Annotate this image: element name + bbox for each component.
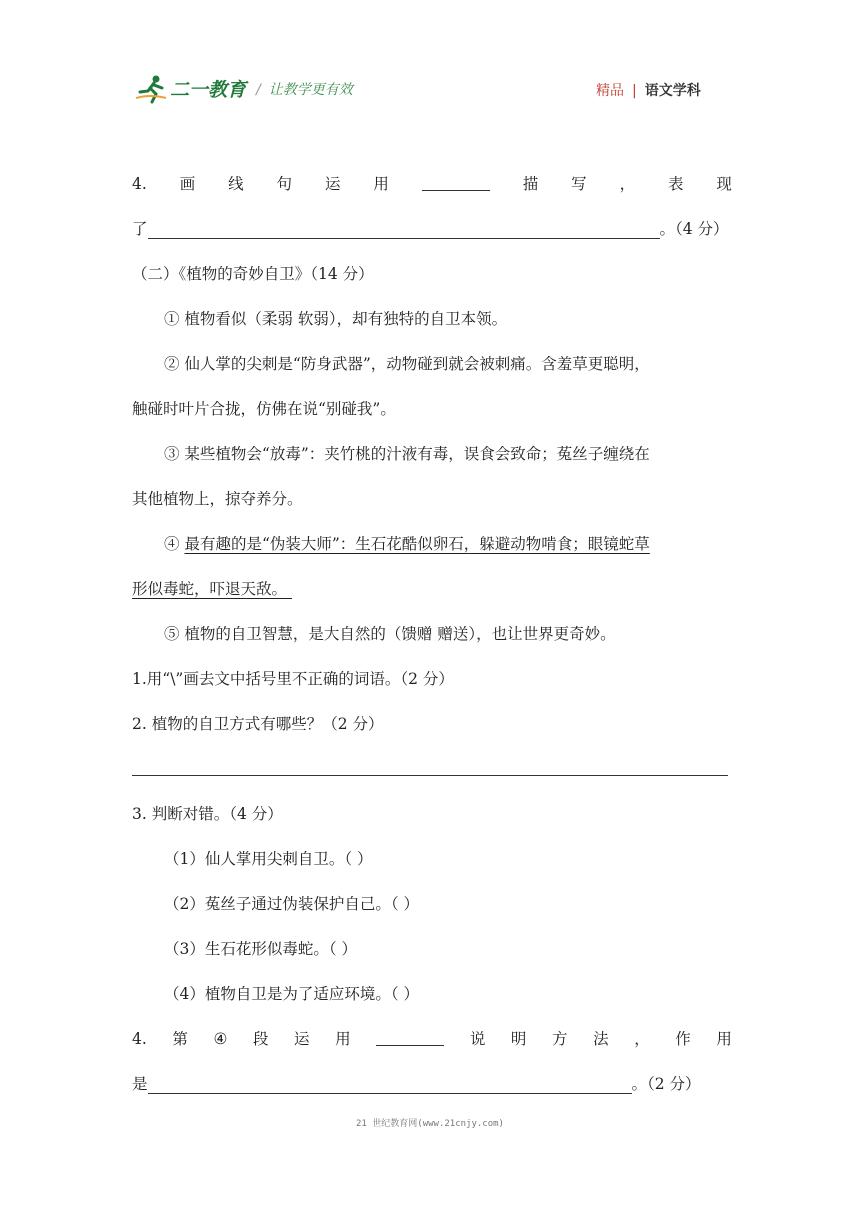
q4-line2-start: 是 bbox=[132, 1075, 148, 1093]
paragraph-1: ① 植物看似（柔弱 软弱），却有独特的自卫本领。 bbox=[164, 310, 508, 328]
slogan bbox=[256, 79, 353, 99]
q4-word: 运 bbox=[294, 1030, 310, 1048]
prev-q4-word: 句 bbox=[276, 175, 293, 193]
section-title: （二）《植物的奇妙自卫》（14 分） bbox=[132, 265, 374, 283]
prev-q4-word: ， bbox=[619, 175, 636, 193]
answer-blank[interactable] bbox=[376, 1029, 444, 1046]
question-4-line2 bbox=[132, 1074, 701, 1094]
q4-score: 。（2 分） bbox=[631, 1075, 701, 1093]
prev-q4-word: 4. bbox=[132, 175, 147, 193]
header-tags bbox=[596, 80, 701, 100]
answer-line[interactable] bbox=[132, 775, 728, 776]
underline-tail bbox=[287, 579, 315, 599]
paragraph-3-line2: 其他植物上，掠夺养分。 bbox=[132, 490, 303, 508]
brand-logo bbox=[136, 74, 246, 104]
logo-text: 二一教育 bbox=[170, 79, 247, 101]
tag-divider: | bbox=[632, 83, 637, 99]
prev-q4-word: 运 bbox=[324, 175, 341, 193]
prev-q4-line2 bbox=[132, 219, 729, 239]
prev-q4-line1 bbox=[132, 174, 732, 194]
judge-item-1[interactable]: （1）仙人掌用尖刺自卫。（ ） bbox=[164, 850, 373, 868]
prev-q4-score: 。（4 分） bbox=[659, 220, 729, 238]
paragraph-2-line1: ② 仙人掌的尖刺是“防身武器”，动物碰到就会被刺痛。含羞草更聪明， bbox=[164, 355, 650, 373]
quality-tag: 精品 bbox=[596, 83, 624, 99]
q4-word: 段 bbox=[252, 1030, 269, 1048]
q4-word: 用 bbox=[335, 1030, 351, 1048]
prev-q4-word: 表 bbox=[667, 175, 684, 193]
judge-item-3[interactable]: （3）生石花形似毒蛇。（ ） bbox=[164, 940, 358, 958]
underlined-sentence: 最有趣的是“伪装大师”：生石花酷似卵石，躲避动物啃食；眼镜蛇草 bbox=[184, 535, 650, 553]
prev-q4-word: 用 bbox=[373, 175, 389, 193]
q4-word: 4. bbox=[132, 1030, 147, 1048]
q4-word: 说 bbox=[469, 1030, 486, 1048]
answer-blank[interactable] bbox=[422, 174, 490, 191]
footer: 21 世纪教育网(www.21cnjy.com) bbox=[356, 1119, 504, 1129]
underlined-sentence: 形似毒蛇，吓退天敌。 bbox=[132, 580, 288, 598]
slash-divider: / bbox=[256, 82, 261, 98]
q4-word: 第 bbox=[172, 1030, 188, 1048]
paragraph-4-line1 bbox=[164, 534, 650, 554]
prev-q4-word: 画 bbox=[179, 175, 196, 193]
q4-word: 作 bbox=[675, 1030, 691, 1048]
q4-word: 方 bbox=[552, 1030, 568, 1048]
question-4-line1 bbox=[132, 1029, 732, 1049]
q4-word: 法 bbox=[593, 1030, 609, 1048]
judge-item-4[interactable]: （4）植物自卫是为了适应环境。（ ） bbox=[164, 985, 420, 1003]
prev-q4-word: 现 bbox=[716, 175, 732, 193]
paragraph-5: ⑤ 植物的自卫智慧，是大自然的（馈赠 赠送），也让世界更奇妙。 bbox=[164, 625, 616, 643]
prev-q4-word: 写 bbox=[571, 175, 587, 193]
slogan-text: 让教学更有效 bbox=[268, 82, 353, 98]
prev-q4-line2-start: 了 bbox=[132, 220, 148, 238]
paragraph-number: ④ bbox=[164, 535, 185, 553]
prev-q4-word: 线 bbox=[228, 175, 244, 193]
q4-word: ④ bbox=[213, 1030, 228, 1048]
q4-word: 用 bbox=[716, 1030, 732, 1048]
prev-q4-word: 描 bbox=[522, 175, 539, 193]
question-2: 2. 植物的自卫方式有哪些？（2 分） bbox=[132, 715, 384, 733]
paragraph-4-line2 bbox=[132, 579, 315, 599]
answer-blank-long[interactable] bbox=[148, 222, 660, 239]
judge-item-2[interactable]: （2）菟丝子通过伪装保护自己。（ ） bbox=[164, 895, 420, 913]
answer-blank-long[interactable] bbox=[148, 1077, 632, 1094]
question-1: 1.用“\”画去文中括号里不正确的词语。（2 分） bbox=[132, 670, 454, 688]
paragraph-2-line2: 触碰时叶片合拢，仿佛在说“别碰我”。 bbox=[132, 400, 396, 418]
subject-tag: 语文学科 bbox=[644, 83, 701, 99]
runner-logo-icon bbox=[136, 74, 170, 104]
paragraph-3-line1: ③ 某些植物会“放毒”：夹竹桃的汁液有毒，误食会致命；菟丝子缠绕在 bbox=[164, 445, 650, 463]
q4-word: ， bbox=[634, 1030, 650, 1048]
q4-word: 明 bbox=[510, 1030, 527, 1048]
question-3: 3. 判断对错。（4 分） bbox=[132, 805, 283, 823]
